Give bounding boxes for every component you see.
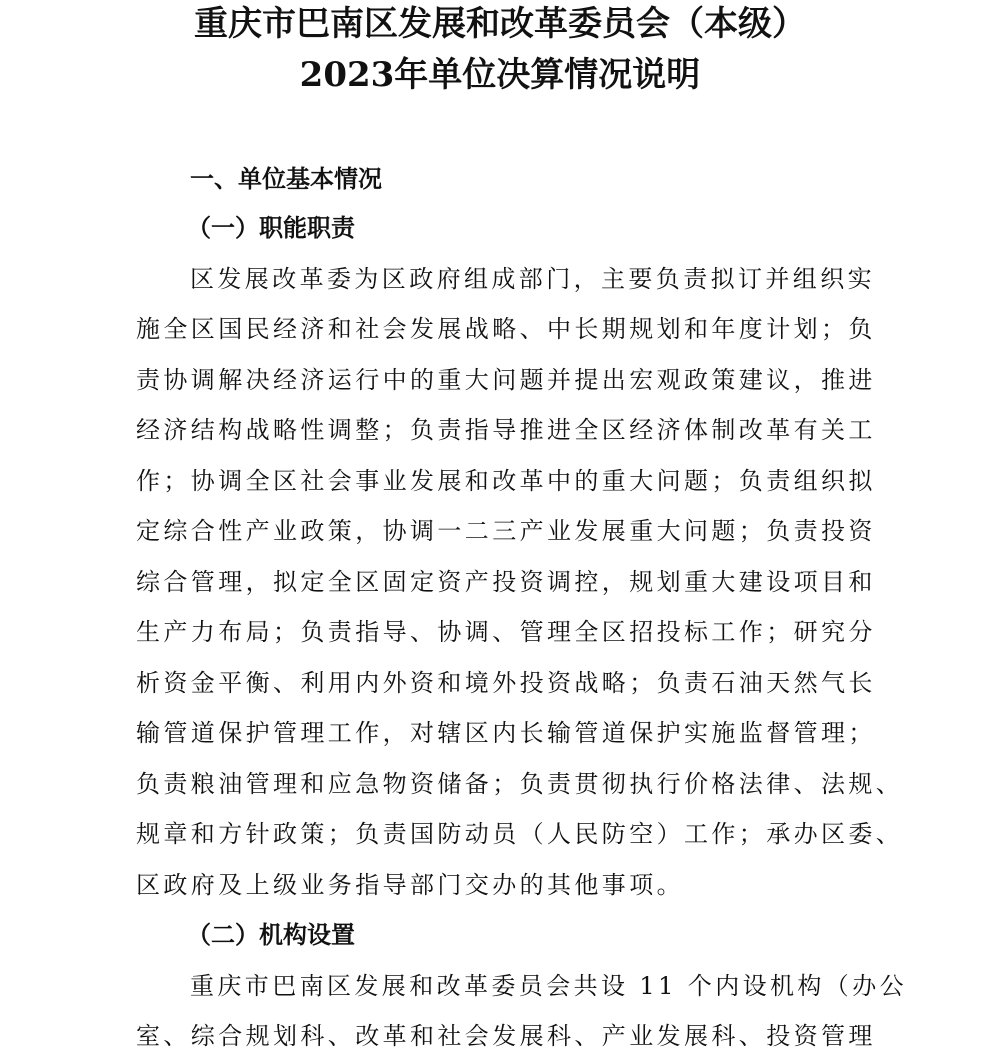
paragraph-line: 负责粮油管理和应急物资储备；负责贯彻执行价格法律、法规、	[136, 770, 904, 798]
section-heading-basic-info: 一、单位基本情况	[190, 165, 382, 193]
document-title-line-2: 2023年单位决算情况说明	[299, 55, 701, 95]
paragraph-line: 综合管理，拟定全区固定资产投资调控，规划重大建设项目和	[136, 568, 876, 596]
paragraph-line: 定综合性产业政策，协调一二三产业发展重大问题；负责投资	[136, 517, 876, 545]
paragraph-line: 析资金平衡、利用内外资和境外投资战略；负责石油天然气长	[136, 669, 876, 697]
paragraph-line: 施全区国民经济和社会发展战略、中长期规划和年度计划；负	[136, 315, 876, 343]
subsection-heading-organization: （二）机构设置	[187, 920, 355, 949]
paragraph-line: 室、综合规划科、改革和社会发展科、产业发展科、投资管理	[136, 1022, 876, 1050]
document-title-line-1: 重庆市巴南区发展和改革委员会（本级）	[194, 4, 806, 44]
paragraph-line: 重庆市巴南区发展和改革委员会共设 11 个内设机构（办公	[190, 972, 907, 1000]
paragraph-line: 输管道保护管理工作，对辖区内长输管道保护实施监督管理；	[136, 719, 876, 747]
paragraph-line: 区政府及上级业务指导部门交办的其他事项。	[136, 871, 684, 899]
paragraph-line: 生产力布局；负责指导、协调、管理全区招投标工作；研究分	[136, 618, 876, 646]
paragraph-line: 作；协调全区社会事业发展和改革中的重大问题；负责组织拟	[136, 467, 876, 495]
paragraph-line: 经济结构战略性调整；负责指导推进全区经济体制改革有关工	[136, 416, 876, 444]
subsection-heading-functions: （一）职能职责	[187, 213, 355, 242]
paragraph-line: 责协调解决经济运行中的重大问题并提出宏观政策建议，推进	[136, 366, 876, 394]
paragraph-line: 规章和方针政策；负责国防动员（人民防空）工作；承办区委、	[136, 820, 904, 848]
paragraph-line: 区发展改革委为区政府组成部门，主要负责拟订并组织实	[190, 265, 875, 293]
